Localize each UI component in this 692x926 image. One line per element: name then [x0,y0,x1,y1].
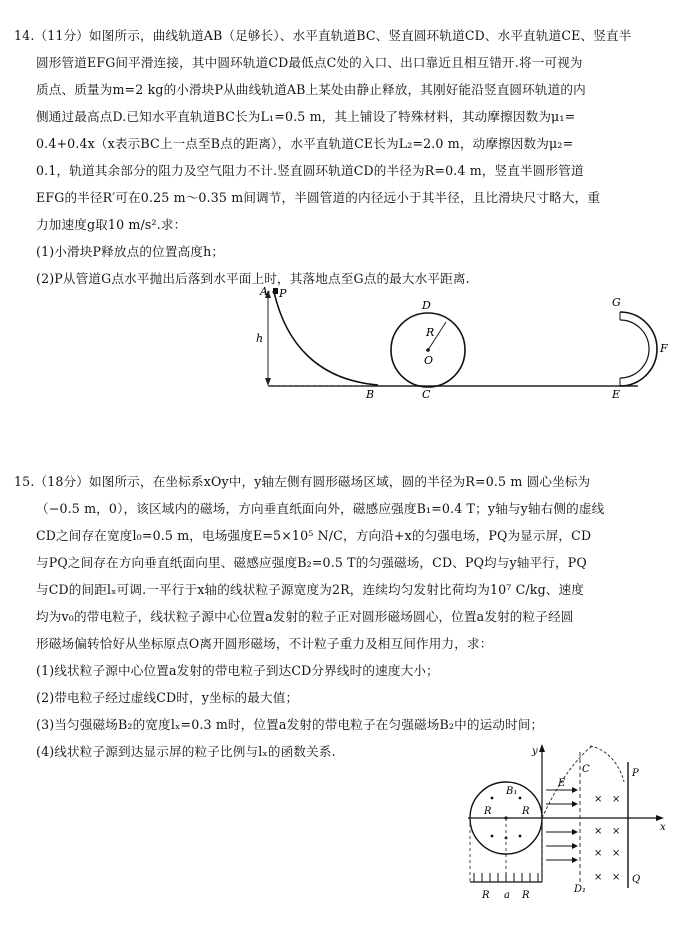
label-a: a [504,890,510,901]
label-r-right: R [522,806,530,817]
problem-14-line: 圆形管道EFG间平滑连接，其中圆环轨道CD最低点C处的入口、出口靠近且相互错开.将一可视为 [36,55,583,70]
label-d: D [422,299,431,312]
problem-15-question-1: (1)线状粒子源中心位置a发射的带电粒子到达CD分界线时的速度大小； [36,663,439,678]
half-pipe-inner [620,320,649,378]
x-axis-arrow [656,815,664,821]
problem-14-line: 0.1，轨道其余部分的阻力及空气阻力不计.竖直圆环轨道CD的半径为R=0.4 m，竖直半圆形管道 [36,163,584,178]
problem-15-line: CD之间存在宽度l₀=0.5 m，电场强度E=5×10⁵ N/C，方向沿+x的匀强电场，PQ为显示屏，CD [36,528,592,543]
problem-14 [14,22,680,292]
problem-15-question-3: (3)当匀强磁场B₂的宽度lₓ=0.3 m时，位置a发射的带电粒子在匀强磁场B₂中的运动时间； [36,717,544,732]
cross-mark: × [612,794,621,805]
label-r: R [426,326,435,339]
label-source-r-right: R [522,890,530,901]
curved-track-ab [274,292,378,385]
problem-15-line: 与PQ之间存在方向垂直纸面向里、磁感应强度B₂=0.5 T的匀强磁场，CD、PQ均与y轴平行，PQ [36,555,587,570]
label-r-left: R [484,806,492,817]
problem-14-line: 侧通过最高点D.已知水平直轨道BC长为L₁=0.5 m，其上铺设了特殊材料，其动摩擦因数为μ₁= [36,109,576,124]
problem-14-line: 质点、质量为m=2 kg的小滑块P从曲线轨道AB上某处由静止释放，其刚好能沿竖直圆环轨道的内 [36,82,586,97]
problem-15-question-2: (2)带电粒子经过虚线CD时，y坐标的最大值； [36,690,299,705]
problem-15-line: 与CD的间距lₓ可调.一平行于x轴的线状粒子源宽度为2R，连续均匀发射比荷均为10⁷ C/kg、速度 [36,582,585,597]
label-q: Q [632,874,641,885]
label-source-r-left: R [482,890,490,901]
problem-15-line: 形磁场偏转恰好从坐标原点O离开圆形磁场，不计粒子重力及相互间作用力，求： [36,636,493,651]
label-b1: B₁ [506,786,518,797]
b2-field-crosses [594,794,620,883]
label-d1: D₁ [574,884,587,895]
problem-15-line: （−0.5 m，0），该区域内的磁场，方向垂直纸面向外，磁感应强度B₁=0.4 T；y轴与y轴右侧的虚线 [36,501,605,516]
problem-15-question-4: (4)线状粒子源到达显示屏的粒子比例与lₓ的函数关系. [36,744,336,759]
trajectory-upper [542,746,592,818]
problem-14-figure [248,284,680,406]
slider-block-p [273,288,278,294]
source-arrows [474,873,538,882]
electric-field-arrowheads [572,787,578,863]
label-e: E [558,778,566,789]
label-b: B [366,388,375,401]
label-p: P [632,768,639,779]
label-f: F [660,342,668,355]
problem-14-line: 0.4+0.4x（x表示BC上一点至B点的距离），水平直轨道CE长为L₂=2.0 m，动摩擦因数为μ₂= [36,136,574,151]
problem-15-line: 15.（18分）如图所示，在坐标系xOy中，y轴左侧有圆形磁场区域，圆的半径为R=0.5 m 圆心坐标为 [14,474,591,489]
label-a: A [260,285,268,298]
cross-mark: × [594,826,603,837]
label-c: C [582,764,590,775]
problem-14-line: EFG的半径R′可在0.25 m～0.35 m间调节，半圆管道的内径远小于其半径，且比滑块尺寸略大，重 [36,190,601,205]
trajectory-arc [590,746,624,782]
problem-15-line: 均为v₀的带电粒子，线状粒子源中心位置a发射的粒子正对圆形磁场圆心，位置a发射的粒子经圆 [36,609,574,624]
label-x: x [660,822,666,833]
label-y: y [532,746,538,757]
label-g: G [612,296,621,309]
problem-14-question-2: (2)P从管道G点水平抛出后落到水平面上时，其落地点至G点的最大水平距离. [36,271,470,286]
label-p: P [279,287,287,300]
loop-center [426,348,430,352]
height-arrow-head-bottom [265,378,271,386]
problem-14-line: 14.（11分）如图所示，曲线轨道AB（足够长）、水平直轨道BC、竖直圆环轨道CD、水平直轨道CE、竖直半 [14,28,632,43]
cross-mark: × [594,848,603,859]
cross-mark: × [612,848,621,859]
cross-mark: × [612,826,621,837]
label-o: O [424,354,434,367]
problem-14-question-1: (1)小滑块P释放点的位置高度h； [36,244,225,259]
label-h: h [256,332,264,345]
label-e: E [612,388,621,401]
problem-15 [14,468,680,765]
cross-mark: × [612,872,621,883]
y-axis-arrow [539,744,545,752]
cross-mark: × [594,794,603,805]
half-pipe-outer [620,312,657,386]
label-c: C [422,388,431,401]
electric-field-arrows [546,790,576,860]
cross-mark: × [594,872,603,883]
problem-15-figure [462,742,674,920]
problem-14-line: 力加速度g取10 m/s².求： [36,217,187,232]
